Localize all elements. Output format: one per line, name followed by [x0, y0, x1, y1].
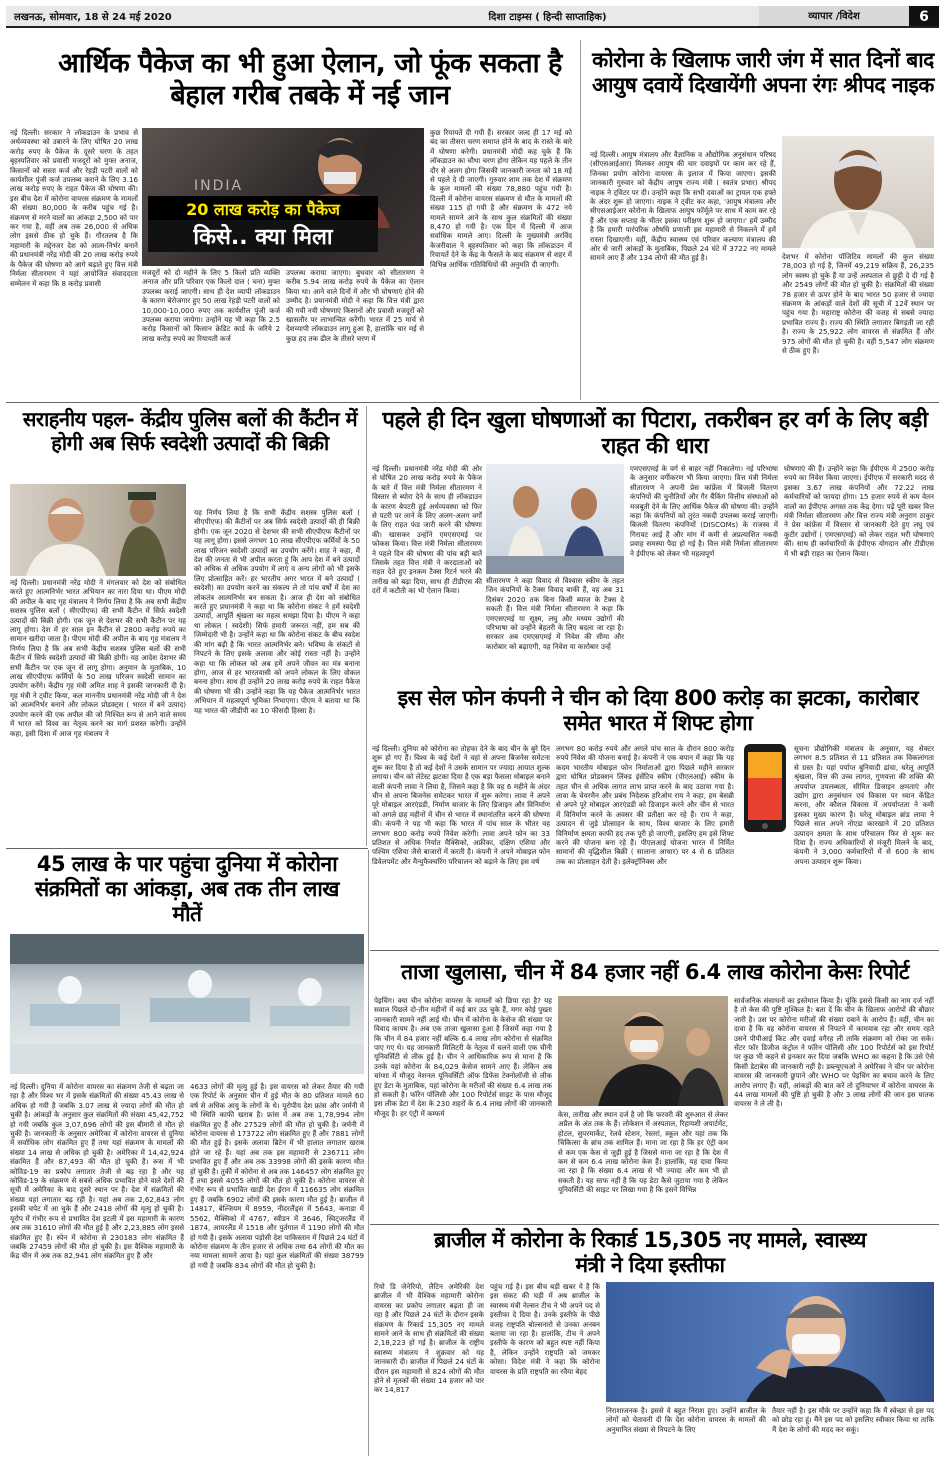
section-divider	[370, 1224, 939, 1225]
article-china-report-col-3: सार्वजनिक संसाधनों का इस्तेमाल किया है। चूंकि इससे किसी का नाम दर्ज नहीं है तो केस की पुष्टि मुश्किल है। बता दें कि चीन के खिलाफ आरोपों की बौछार जारी है। उस पर कोरोना मरीजों की संख्या दबाने के आरोप हैं। वहीं, चीन का दावा है कि वह कोरोना वायरस से निपटने में कामयाब रहा और समय रहते उसने पीपीआई किट और दवाई वगैरह ली ताकि संक्रमण को रोका जा सके। सेंटर फॉर डिजीज कंट्रोल ने फॉरेन पॉलिसी और 100 रिपोर्टर्स को इस रिपोर्ट पर कुछ भी कहने से इनकार कर दिया जबकि WHO का कहना है कि उसे ऐसे किसी डेटाबेस की जानकारी नहीं है। डब्ल्यूएचओ ने अमेरिका ने चीन पर कोरोना वायरस की जानकारी छुपाने और WHO पर पेइचिंग का बचाव करने के लिए आरोप लगाए हैं। वहीं, आंकड़ों की बात करें तो दुनियाभर में कोरोना वायरस के 44 लाख मामलों की पुष्टि हो चुकी है और 3 लाख लोगों की जान इस घातक वायरस ने ले ली है।	[734, 996, 934, 1109]
article-capf-canteen-photo	[10, 484, 186, 576]
ministers-press-conference-icon	[486, 464, 624, 574]
article-lava-headline: इस सेल फोन कंपनी ने चीन को दिया 800 करोड़ का झटका, कारोबार समेत भारत में शिफ्ट होगा	[397, 686, 919, 735]
article-ayush-photo	[782, 136, 934, 248]
photo-caption-top: 20 लाख करोड़ का पैकेज	[148, 196, 378, 222]
article-lava-phone-photo	[740, 742, 790, 834]
article-china-report-col-1: पेइचिंग। क्या चीन कोरोना वायरस के मामलों को छिपा रहा है? यह सवाल पिछले दो-तीन महीनों में कई बार उठ चुके हैं, मगर कोई पुख्ता जानकारी सामने नहीं आई थी। चीन में कोरोना के केसेज की संख्या पर विवाद कायम है। अब एक ताजा खुलासा हुआ है जिसमें कहा गया है कि चीन में 84 हजार नहीं बल्कि 6.4 लाख लोग कोरोना से संक्रमित पाए गए थे। यह जानकारी मिलिटरी के नेतृत्व में चलने वाली एक चीनी यूनिवर्सिटी से लीक हुई है। चीन ने आधिकारिक रूप से माना है कि उनके यहां कोरोना के 84,029 केसेज सामने आए हैं। लेकिन अब चांग्शा में मौजूद नेशनल यूनिवर्सिटी ऑफ डिफेंस टेक्नोलॉजी से लीक हुए डेटा के मुताबिक, यहां कोरोना के मरीजों की संख्या 6.4 लाख तक हो सकती है। फॉरेन पॉलिसी और 100 रिपोर्टर्स साइट के पास मौजूद इस लीक डेटा में देश के 230 शहरों के 6.4 लाख लोगों की जानकारी मौजूद है। हर एंट्री में कम्फर्म	[374, 996, 552, 1118]
article-brazil-headline: ब्राजील में कोरोना के रिकार्ड 15,305 नए मामले, स्वास्थ्य मंत्री ने दिया इस्तीफा	[434, 1228, 866, 1277]
mobile-phone-icon	[740, 742, 790, 834]
article-china-report-photo	[558, 996, 728, 1106]
article-ayush-col-1: नई दिल्ली। आयुष मंत्रालय और वैज्ञानिक व औद्योगिक अनुसंधान परिषद (सीएसआईआर) मिलकर आयुष की चार दवाइयों पर काम कर रहे हैं, जिनका प्रयोग कोरोना वायरस के इलाज में किया जाएगा। इसकी जानकारी गुरुवार को केंद्रीय आयुष राज्य मंत्री ( स्वतंत्र प्रभार) श्रीपद नाइक ने ट्विटर पर दी। उन्होंने कहा कि सभी दवाओं का ट्रायल एक हफ्ते के अंदर शुरू हो जाएगा। नाइक ने ट्वीट कर कहा, 'आयुष मंत्रालय और सीएसआईआर कोरोना के खिलाफ आयुष फॉर्मूले पर साथ में काम कर रहे हैं और एक सप्ताह के भीतर इसका परीक्षण शुरू हो जाएगा।' हमें उम्मीद है कि हमारी पारंपरिक औषधि प्रणाली इस महामारी से निकलने में हमें रास्ता दिखाएगी। वहीं, केंद्रीय स्वास्थ्य एवं परिवार कल्याण मंत्रालय की ओर से जारी आंकड़ों के मुताबिक, पिछले 24 घंटे में 3722 नए मामले सामने आए हैं और 134 लोगों की मौत हुई है।	[590, 150, 776, 263]
article-lava-col-3: सूचना प्रौद्योगिकी मंत्रालय के अनुसार, यह सेक्टर लगभग 8.5 प्रतिशत से 11 प्रतिशत तक विकलांगता से ग्रस्त है। यहां पर्याप्त बुनियादी ढांचा, घरेलू आपूर्ति श्रृंखला, वित्त की उच्च लागत, गुणवत्ता की शक्ति की अपर्याप्त उपलब्धता, सीमित डिजाइन क्षमताएं और उद्योग द्वारा अनुसंधान एवं विकास पर ध्यान केंद्रित करना, और कौशल विकास में अपर्याप्तता ने कमी इसका मुख्य कारण है। घरेलू मोबाइल ब्रांड लावा ने पिछले साल अपने नोएडा कारखाने में 20 प्रतिशत उत्पादन क्षमता के साथ परिचालन फिर से शुरू कर दिया है। राज्य अधिकारियों से मंजूरी मिलने के बाद, कंपनी ने 3,000 कर्मचारियों में से 600 के साथ अपना उत्पादन शुरू किया।	[794, 744, 934, 866]
article-capf-canteen-col-1: नई दिल्ली। प्रधानमंत्री नरेंद्र मोदी ने मंगलवार को देश को संबोधित करते हुए आत्मनिर्भर भारत अभियान का नारा दिया था। पीएम मोदी की अपील के बाद गृह मंत्रालय ने निर्णय लिया है कि अब सभी केंद्रीय सशस्त्र पुलिस बलों ( सीएपीएफ) की सभी कैंटीन में सिर्फ स्वदेशी उत्पादों की बिक्री होगी। एक जून से देशभर की सभी कैंटीन पर यह लागू होगा। देश में हर साल इन कैंटीन से 2800 करोड़ रुपये का सामान खरीदा जाता है। पीएम मोदी की अपील के बाद गृह मंत्रालय ने निर्णय लिया है कि अब सभी केंद्रीय सशस्त्र पुलिस बलों की सभी कैंटीन में सिर्फ स्वदेशी उत्पादों की बिक्री होगी। यह आदेश देशभर की सभी कैंटीन पर एक जून से लागू होगा। अनुमान के मुताबिक, 10 लाख सीएपीएफ कर्मियों के 50 लाख परिजन स्वदेशी सामान का उपयोग करेंगे। केंद्रीय गृह मंत्री अमित शाह ने इसकी जानकारी दी है। गृह मंत्री ने ट्वीट किया, कल माननीय प्रधानमंत्री नरेंद्र मोदी जी ने देश को आत्मनिर्भर बनाने और लोकल प्रोडक्ट्स ( भारत में बने उत्पाद) उपयोग करने की एक अपील की जो निश्चित रूप से आने वाले समय में भारत को विश्व का नेतृत्व करने का मार्ग प्रशस्त करेगी। उन्होंने कहा, इसी दिशा में आज गृह मंत्रालय ने	[10, 578, 186, 738]
article-announcements-col-4: घोषणाएं की हैं। उन्होंने कहा कि ईपीएफ में 2500 करोड़ रुपये का निवेश किया जाएगा। ईपीएफ में सरकारी मदद से इसका 3.67 लाख कंपनियों और 72.22 लाख कर्मचारियों को फायदा होगा। 15 हजार रुपये से कम वेतन वालों का ईपीएफ अगस्त तक केंद्र देगा। पढ़ें पूरी खबर वित्त मंत्री निर्मला सीतारमण और वित्त राज्य मंत्री अनुराग ठाकुर ने प्रेस कांफ्रेंस में विस्तार से जानकारी देते हुए लघु एवं कुटीर उद्योगों ( एमएसएमई) को लेकर राहत भरी घोषणाएं कीं। साथ ही कर्मचारियों के ईपीएफ योगदान और टीडीएस में भी बड़ी राहत का ऐलान किया।	[784, 464, 934, 558]
article-global-cases-photo	[10, 934, 364, 1074]
article-global-cases-col-2: 4633 लोगों की मृत्यु हुई है। इस वायरस को लेकर तैयार की गयी एक रिपोर्ट के अनुसार चीन में हुई मौत के 80 प्रतिशत मामले 60 वर्ष से अधिक आयु के लोगों के थे। यूरोपीय देश फ्रांस और जर्मनी में भी स्थिति काफी खराब है। फ्रांस में अब तक 1,78,994 लोग संक्रमित हुए हैं और 27529 लोगों की मौत हो चुकी है। जर्मनी में कोरोना वायरस से 173722 लोग संक्रमित हुए हैं और 7881 लोगों की मौत हुई है। इसके अलावा ब्रिटेन में भी हालात लगातार खराब होते जा रहे हैं। यहां अब तक इस महामारी से 236711 लोग प्रभावित हुए हैं और अब तक 33998 लोगों की इसके कारण मौत हो चुकी है। तुर्की में कोरोना से अब तक 146457 लोग संक्रमित हुए हैं तथा इससे 4055 लोगों की मौत हो चुकी है। कोरोना वायरस से गंभीर रूप से प्रभावित खाड़ी देश ईरान में 116635 लोग संक्रमित हुए हैं जबकि 6902 लोगों की इसके कारण मौत हुई है। ब्राजील में 14817, बेल्जियम में 8959, नीदरलैंड्स में 5643, कनाडा में 5562, मैक्सिको में 4767, स्वीडन में 3646, स्विट्जरलैंड में 1874, आयरलैंड में 1518 और पुर्तगाल में 1190 लोगों की मौत हो गयी है। इसके अलावा पड़ोसी देश पाकिस्तान में पिछले 24 घंटों में कोरोना संक्रमण के तीन हजार से अधिक तथा 64 लोगों की मौत का नया मामला सामने आया है। यहां कुल संक्रमितों की संख्या 38799 हो गयी है जबकि 834 लोगों की मौत हो चुकी है।	[190, 1082, 364, 1270]
column-divider	[580, 40, 581, 400]
article-economic-package-col-2: मजदूरों को दो महीने के लिए 5 किलो प्रति व्यक्ति अनाज और प्रति परिवार एक किलो दाल ( चना) मुफ्त उपलब्ध कराई जाएगी। साथ ही देश व्यापी लॉकडाउन के कारण बेरोजगार हुए 50 लाख रेहड़ी पटरी वालों को 10,000-10,000 रुपए तक कार्यशील पूंजी कर्ज उपलब्ध कराया जायेगा। उन्होंने यह भी कहा कि 2.5 करोड़ किसानों को किसान क्रेडिट कार्ड के जरिये 2 लाख करोड़ रुपये का रियायती कर्ज	[142, 268, 280, 343]
column-divider	[368, 850, 369, 1456]
article-announcements-col-1: नई दिल्ली। प्रधानमंत्री नरेंद्र मोदी की ओर से घोषित 20 लाख करोड़ रुपये के पैकेज के बारे में वित्त मंत्री निर्मला सीतारमण ने विस्तार से ब्योरा देने के साथ ही लॉकडाउन के कारण बेपटरी हुई अर्थव्यवस्था को फिर से पटरी पर लाने के लिए अलग-अलग वर्गों के लिए राहत फंड जारी करने की घोषणा की। खासकर उन्होंने एमएसएमई पर फोकस किया। वित्त मंत्री निर्मला सीतारमण ने पहले दिन की घोषणा की पांच बड़ी बातें जिसके तहत वित्त मंत्री ने करदाताओं को राहत देते हुए इनकम टैक्स रिटर्न भरने की तारीख को बढ़ा दिया, साथ ही टीडीएस की दरों में कटौती का भी ऐलान किया।	[372, 464, 482, 596]
article-announcements-col-3: एमएसएमई के वर्ग से बाहर नहीं निकालेगा। नई परिभाषा के अनुसार वर्गीकरण भी किया जाएगा। वित्त मंत्री निर्मला सीतारमण ने अपनी प्रेस कांफ्रेंस में बिजली वितरण कंपनियों की चुनौतियों और गैर बैंकिंग वित्तीय संस्थाओं को मजबूती देने के लिए आर्थिक पैकेज की घोषणा की। उन्होंने कहा कि कंपनियों को तुरंत नकदी उपलब्ध कराई जाएगी। बिजली वितरण कंपनियों (DISCOMs) के राजस्व में गिरावट आई है और मांग में कमी से अप्रत्याशित नकदी प्रवाह समस्या पैदा हो गई है। वित्त मंत्री निर्मला सीतारमण ने ईपीएफ को लेकर भी महत्वपूर्ण	[630, 464, 778, 558]
article-ayush-headline: कोरोना के खिलाफ जारी जंग में सात दिनों बाद आयुष दवायें दिखायेंगी अपना रंगः श्रीपद नाइक	[592, 48, 934, 97]
article-ayush-col-2: देशभर में कोरोना पॉजिटिव मामलों की कुल संख्या 78,003 हो गई है, जिनमें 49,219 सक्रिय हैं, 26,235 लोग स्वस्थ हो चुके हैं या उन्हें अस्पताल से छुट्टी दे दी गई है और 2549 लोगों की मौत हो चुकी है। संक्रमितों की संख्या 78 हजार से ऊपर होने के बाद भारत 50 हजार से ज्यादा संक्रमण के आंकड़ों वाले देशों की सूची में 12वें स्थान पर पहुंच गया है। महाराष्ट्र कोरोना की वजह से सबसे ज्यादा प्रभावित राज्य है। राज्य की स्थिति लगातार बिगड़ती जा रही है। राज्य के 25,922 लोग वायरस से संक्रमित हैं और 975 लोगों की मौत हो चुकी है। वहीं 5,547 लोग संक्रमण से ठीक हुए हैं।	[782, 252, 934, 356]
leader-with-mask-icon	[558, 996, 728, 1106]
article-economic-package-col-4: कुछ रियायतें दी गयी हैं। सरकार जल्द ही 17 मई को बंद का तीसरा चरण समाप्त होने के बाद के रास्ते के बारे में घोषणा करेगी। प्रधानमंत्री मोदी कह चुके हैं कि लॉकडाउन का चौथा चरण होगा लेकिन यह पहले के तीन दौर से अलग होगा जिसकी जानकारी जनता को 18 मई से पहले दे दी जाएगी। गुरुवार शाम तक देश में संक्रमण के कुल मामलों की संख्या 78,880 पहुंच गयी है। दिल्ली में कोरोना वायरस संक्रमण से मौत के मामलों की संख्या 115 हो गयी है और संक्रमण के 472 नये मामले सामने आने के साथ कुल संक्रमितों की संख्या 8,470 हो गयी है। एक दिन में दिल्ली में आज सर्वाधिक मामले आए। दिल्ली के मुख्यमंत्री अरविंद केजरीवाल ने बृहस्पतिवार को कहा कि लॉकडाउन में रियायतें देने के केंद्र के फैसले के बाद संक्रमण से शहर में विभिन्न आर्थिक गतिविधियों की अनुमति दी जाएगी।	[430, 128, 572, 269]
article-global-cases-col-1: नई दिल्ली। दुनिया में कोरोना वायरस का संक्रमण तेजी से बढ़ता जा रहा है और विश्व भर में इसके संक्रमितों की संख्या 45.43 लाख से अधिक हो गयी है जबकि 3.07 लाख से ज्यादा लोगों की मौत हो चुकी है। आंकड़ों के अनुसार कुल संक्रमितों की संख्या 45,42,752 हो गयी जबकि कुल 3,07,696 लोगों की इस बीमारी से मौत हो चुकी है। जानकारी के अनुसार अमेरिका में कोरोना वायरस से दुनिया में सर्वाधिक लोग संक्रमित हुए हैं तथा यहां संक्रमण के मामलों की संख्या 14 लाख से अधिक हो चुकी है। अमेरिका में 14,42,924 संक्रमित हैं और 87,493 की मौत हो चुकी है। रूस में भी कोविड-19 का प्रकोप लगातार तेजी से बढ़ रहा है और यह कोविड-19 के संक्रमण से सबसे अधिक प्रभावित होने वाले देशों की सूची में अमेरिका के बाद दूसरे स्थान पर है। देश में संक्रमितों की संख्या यहां लगातार बढ़ रही है। यहां अब तक 2,62,843 लोग इसकी चपेट में आ चुके हैं और 2418 लोगों की मृत्यु हो चुकी है। यूरोप में गंभीर रूप से प्रभावित देश इटली में इस महामारी के कारण अब तक 31610 लोगों की मौत हुई है और 2,23,885 लोग इससे संक्रमित हुए हैं। स्पेन में कोरोना से 230183 लोग संक्रमित हैं जबकि 27459 लोगों की मौत हो चुकी है। इस वैश्विक महामारी के केंद्र चीन में अब तक 82,941 लोग संक्रमित हुए हैं और	[10, 1082, 184, 1261]
article-china-report-headline: ताजा खुलासा, चीन में 84 हजार नहीं 6.4 लाख कोरोना केसः रिपोर्ट	[401, 960, 909, 984]
hospital-ward-icon	[10, 934, 364, 1074]
masthead	[6, 6, 939, 28]
article-lava-col-1: नई दिल्ली। दुनिया को कोरोना का तोहफा देने के बाद चीन के बुरे दिन शुरू हो गए हैं। विश्व के कई देशों ने वहां से अपना बिजनेस समेटना शुरू कर दिया है तो कई देशों ने उसके सामान पर ज्यादा आयात शुल्क लगाया। चीन को लेटेस्ट झटका दिया है एक बड़ा फैसला मोबाइल बनाने वाली कंपनी लावा ने लिया है, जिसने कहा है कि वह 6 महीने के अंदर चीन से अपना बिजनेस समेटकर भारत में शुरू करेगा। लावा ने अपने पूरे मोबाइल आरएंडडी, निर्माण बाजार के लिए डिजाइन और विनिर्माण को अगले छह महीनों में चीन से भारत में स्थानांतरित करने की घोषणा की। कंपनी ने यह भी कहा कि भारत में पांच साल के भीतर वह लगभग 800 करोड़ रुपये निवेश करेगी। लावा अपने फोन का 33 प्रतिशत से अधिक निर्यात मैक्सिको, अफ्रीका, दक्षिण एशिया और पश्चिम एशिया जैसे बाजारों में करती है। कंपनी ने अपने मोबाइल फोन डिवेलपमेंट और मैन्युफैक्चरिंग परिचालन को बढ़ाने के लिए इस वर्ष	[372, 744, 550, 866]
photo-background-text: INDIA	[194, 178, 244, 194]
article-lava-col-2: लगभग 80 करोड़ रुपये और अगले पांच साल के दौरान 800 करोड़ रुपये निवेश की योजना बनाई है। कंपनी ने एक बयान में कहा कि यह कदम भारतीय मोबाइल फोन निर्माताओं द्वारा पिछले महीने सरकार द्वारा घोषित प्रोडक्शन लिंक्ड इंसेंटिव स्कीम (पीएलआई) स्कीम के तहत चीन से अधिक लागत लाभ प्राप्त करने के बाद उठाया गया है। लावा के चेयरमैन और प्रबंध निदेशक हरिओम राय ने कहा, हम बेसब्री से अपने पूरे मोबाइल आरएंडडी को डिजाइन करने और चीन से भारत में विनिर्माण करने के अवसर की प्रतीक्षा कर रहे हैं। राय ने कहा, उत्पादन से जुड़े प्रोत्साहन के साथ, विश्व बाजार के लिए हमारी विनिर्माण क्षमता काफी हद तक पूरी हो जाएगी, इसलिए हम इसे शिफ्ट करने की योजना बना रहे हैं। पीएलआई योजना भारत में निर्मित सामानों की वृद्धिशील बिक्री ( सालाना आधार) पर 4 से 6 प्रतिशत तक का प्रोत्साहन देती है। इलेक्ट्रॉनिक्स और	[556, 744, 734, 866]
article-china-report-col-2: केस, तारीख और स्थान दर्ज है जो कि फरवरी की शुरुआत से लेकर अप्रैल के अंत तक के हैं। लोकेशन में अस्पताल, रिहायशी अपार्टमेंट, होटल, सुपरमार्केट, रेलवे स्टेशन, रेस्तरां, स्कूल और यहां तक कि चिकित्सा के ब्रांच तक शामिल हैं। माना जा रहा है कि हर एंट्री कम से कम एक केस से जुड़ी हुई है जिससे माना जा रहा है कि देश में कम से कम 6.4 लाख कोरोना केस हैं। हालांकि, यह दावा किया जा रहा है कि संख्या 6.4 लाख से भी ज्यादा और कम भी हो सकती है। यह साफ नहीं है कि यह डेटा कैसे जुटाया गया है लेकिन यूनिवर्सिटी की साइट पर लिखा गया है कि इसने विभिन्न	[558, 1110, 728, 1195]
minister-portrait-icon	[782, 136, 934, 248]
article-brazil-photo	[606, 1282, 934, 1402]
article-economic-package-headline: आर्थिक पैकेज का भी हुआ ऐलान, जो फूंक सकता है बेहाल गरीब तबके में नई जान	[58, 48, 562, 111]
section-divider	[370, 950, 939, 951]
section-divider	[6, 848, 368, 849]
photo-caption-bottom: किसे.. क्या मिला	[148, 220, 378, 252]
section-divider	[6, 402, 939, 403]
issue-date: लखनऊ, सोमवार, 18 से 24 मई 2020	[14, 12, 172, 23]
article-brazil-col-4: तैयार नहीं है। इस मौके पर उन्होंने कहा कि मैं स्वेच्छा से इस पद को छोड़ रहा हूं। मैंने इस पद को इसलिए स्वीकार किया था ताकि मैं देश के लोगों की मदद कर सकूं।	[772, 1406, 934, 1434]
article-brazil-col-3: निराशाजनक है। इससे वे बहुत निराश हुए। उन्होंने ब्राजील के लोगों को चेतावनी दी कि देश कोरोना वायरस के मामलों की अनुमानित संख्या से निपटने के लिए	[606, 1406, 766, 1434]
article-brazil-col-1: रियो डि जेनेरियो, लैटिन अमेरिकी देश ब्राजील में भी वैश्विक महामारी कोरोना वायरस का प्रकोप लगातार बढ़ता ही जा रहा है और पिछले 24 घंटों के दौरान इसके संक्रमण के रिकार्ड 15,305 नए मामले सामने आने के साथ ही संक्रमितों की संख्या 2,18,223 हो गई है। ब्राजील के राष्ट्रीय स्वास्थ्य मंत्रालय ने शुक्रवार को यह जानकारी दी। ब्राजील में पिछले 24 घंटों के दौरान इस महामारी से 824 लोगों की मौत होने से मृतकों की संख्या 14 हजार को पार कर 14,817	[374, 1282, 484, 1395]
article-announcements-headline: पहले ही दिन खुला घोषणाओं का पिटारा, तकरीबन हर वर्ग के लिए बड़ी राहत की धारा	[382, 408, 928, 459]
article-announcements-photo	[486, 464, 624, 574]
article-capf-canteen-col-2: यह निर्णय लिया है कि सभी केंद्रीय सशस्त्र पुलिस बलों ( सीएपीएफ) की कैंटीनों पर अब सिर्फ स्वदेशी उत्पादों की ही बिक्री होगी। एक जून 2020 से देशभर की सभी सीएपीएफ कैंटीनों पर यह लागू होगा। इससे लगभग 10 लाख सीएपीएफ कर्मियों के 50 लाख परिजन स्वदेशी उत्पादों का उपयोग करेंगे। शाह ने कहा, मैं देश की जनता से भी अपील करता हूं कि आप देश में बने उत्पादों को अधिक से अधिक उपयोग में लाएं व अन्य लोगों को भी इसके लिए प्रोत्साहित करें। हर भारतीय अगर भारत में बने उत्पादों ( स्वदेशी) का उपयोग करने का संकल्प ले तो पांच वर्षों में देश का लोकतंत्र आत्मनिर्भर बन सकता है। आज ही देश को संबोधित करते हुए प्रधानमंत्री ने कहा था कि कोरोना संकट ने हमें स्वदेशी उत्पादों, आपूर्ति श्रृंखला का महत्व समझा दिया है। पीएम ने कहा था लोकल ( स्वदेशी) सिर्फ हमारी जरूरत नहीं, हम सब की जिम्मेदारी भी है। उन्होंने कहा था कि कोरोना संकट के बीच स्वदेश की मांग बढ़ी है कि भारत आत्मनिर्भर बने। भविष्य के संकटों से निपटने के लिए इसके अलावा और कोई रास्ता नहीं है। उन्होंने कहा था कि लोकल को अब हमें अपने जीवन का मंत्र बनाना होगा, आज से हर भारतवासी को अपने लोकल के लिए वोकल बनना होगा। साथ ही उन्होंने 20 लाख करोड़ रुपये के राहत पैकेज की घोषणा भी की। उन्होंने कहा कि यह पैकेज आत्मनिर्भर भारत अभियान में महत्वपूर्ण भूमिका निभाएगा। पीएम ने बताया था कि यह भारत की जीडीपी का 10 फीसदी हिस्सा है।	[194, 508, 360, 715]
section-name: व्यापार /विदेश	[759, 6, 909, 26]
article-economic-package-col-3: उपलब्ध कराया जाएगा। बुधवार को सीतारमण ने करीब 5.94 लाख करोड़ रुपये के पैकेज का ऐलान किया था। आने वाले दिनों में और भी घोषणाएं होने की उम्मीद है। प्रधानमंत्री मोदी ने कहा कि वित्त मंत्री द्वारा की गयी नयी घोषणाएं किसानों और प्रवासी मजदूरों को खासतौर पर लाभान्वित करेंगी। भारत में 25 मार्च से देशव्यापी लॉकडाउन लागू हुआ है, हालांकि चार मई से कुछ हद तक ढील के तीसरे चरण में	[286, 268, 424, 343]
article-capf-canteen-headline: सराहनीय पहल- केंद्रीय पुलिस बलों की कैंटीन में होगी अब सिर्फ स्वदेशी उत्पादों की बिक्री	[22, 407, 358, 455]
article-economic-package-photo	[142, 128, 424, 266]
minister-with-police-icon	[10, 484, 186, 576]
article-announcements-col-2: सीतारमण ने कहा विवाद से विश्वास स्कीम के तहत जिन कंपनियों के टैक्स विवाद बाकी हैं, वह अब 31 दिसंबर 2020 तक बिना किसी ब्याज के टैक्स दे सकती हैं। वित्त मंत्री निर्मला सीतारमण ने कहा कि एमएसएमई या सूक्ष्म, लघु और मध्यम उद्योगों की परिभाषा को उन्होंने बेहतरी के लिए बदला जा रहा है। सरकार अब एमएसएमई में निवेश की सीमा और कारोबार को बढ़ाएगी, यह निवेश या कारोबार उन्हें	[486, 576, 624, 651]
article-brazil-col-2: पहुंच गई है। इस बीच बड़ी खबर ये है कि इस संकट की घड़ी में अब ब्राजील के स्वास्थ्य मंत्री नेल्सन टीच ने भी अपने पद से इस्तीफा दे दिया है। उनके इस्तीफे के पीछे वजह राष्ट्रपति बोल्सनारो से उनका अनबन बताया जा रहा है। हालांकि, टीच ने अपने इस्तीफे के कारण को बहुत स्पष्ट नहीं किया है, लेकिन उन्होंने राष्ट्रपति को जमकर कोसा। विदेश मंत्री ने कहा कि कोरोना वायरस के प्रति राष्ट्रपति का रवैया बेहद	[490, 1282, 600, 1376]
newspaper-name: दिशा टाइम्स ( हिन्दी साप्ताहिक)	[488, 12, 607, 23]
article-economic-package-col-1: नई दिल्ली। सरकार ने लॉकडाउन के प्रभाव से अर्थव्यवस्था को उबारने के लिए घोषित 20 लाख करोड़ रुपए के पैकेज के दूसरे चरण के तहत बृहस्पतिवार को प्रवासी मजदूरों को मुफ्त अनाज, किसानों को सस्ता कर्ज और रेहड़ी पटरी वालों को कार्यशील पूंजी कर्ज उपलब्ध कराने के लिए 3.16 लाख करोड़ रुपए के राहत पैकेज की घोषणा की। इस बीच देश में कोरोना वायरस संक्रमण के मामलों की संख्या 80,000 के करीब पहुंच गई है। संक्रमण से मरने वालों का आंकड़ा 2,500 को पार कर गया है, वहीं अब तक 26,000 से अधिक लोग इससे ठीक हो चुके हैं। गौरतलब है कि महामारी के मद्देनजर देश को आत्म-निर्भर बनाने की प्रधानमंत्री नरेंद्र मोदी की 20 लाख करोड़ रुपये के पैकेज की घोषणा को आगे बढ़ाते हुए वित्त मंत्री निर्मला सीतारमण ने यहां आयोजित संवाददाता सम्मेलन में कहा कि 8 करोड़ प्रवासी	[10, 128, 138, 288]
president-with-mask-icon	[606, 1282, 934, 1402]
column-divider	[366, 406, 367, 846]
page-number: 6	[909, 6, 939, 26]
article-global-cases-headline: 45 लाख के पार पहुंचा दुनिया में कोरोना संक्रमितों का आंकड़ा, अब तक तीन लाख मौतें	[35, 852, 339, 926]
